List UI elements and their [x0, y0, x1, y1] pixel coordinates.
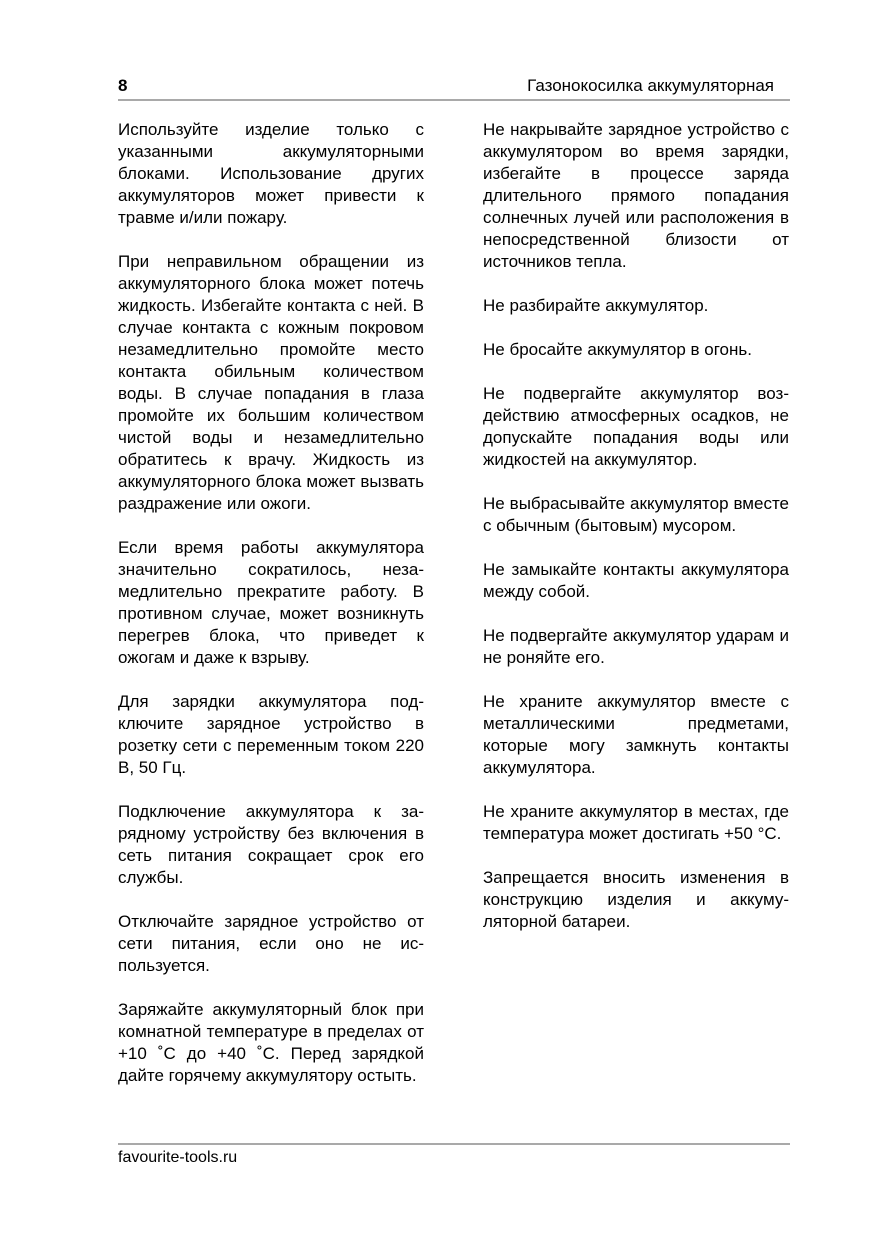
paragraph: Запрещается вносить изменения в конструкцию изделия и аккумуляторной батареи.: [483, 868, 789, 931]
paragraph: Не бросайте аккумулятор в огонь.: [483, 340, 752, 359]
paragraph: Если время работы аккумулятора значительно сократилось, незамедлительно прекратите работу. В противном случае, может возникнуть перегрев блока, что приведет к ожогам и даже к взрыву.: [118, 538, 424, 667]
paragraph: Подключение аккумулятора к зарядному устройству без включения в сеть питания сокращает срок его службы.: [118, 802, 424, 887]
header-divider: [118, 99, 790, 101]
paragraph: Не накрывайте зарядное устройство с аккумулятором во время зарядки, избегайте в процессе заряда длительного прямого попадания солнечных лучей или расположения в непосредственной близости от источников тепла.: [483, 120, 789, 271]
paragraph: Отключайте зарядное устройство от сети питания, если оно не используется.: [118, 912, 424, 975]
right-column: [483, 119, 789, 955]
footer-site-link[interactable]: favourite-tools.ru: [118, 1149, 238, 1166]
paragraph: Не подвергайте аккумулятор ударам и не роняйте его.: [483, 626, 789, 667]
paragraph: Для зарядки аккумулятора подключите зарядное устройство в розетку сети с переменным током 220 В, 50 Гц.: [118, 692, 424, 777]
document-title: Газонокосилка аккумуляторная: [527, 76, 774, 95]
paragraph: Используйте изделие только с указанными аккумуляторными блоками. Использование других аккумуляторов может привести к травме и/или пожару.: [118, 120, 424, 227]
page-number: 8: [118, 76, 128, 95]
paragraph: Заряжайте аккумуляторный блок при комнатной температуре в пределах от +10 ˚С до +40 ˚С. Перед зарядкой дайте горячему аккумулятору остыть.: [118, 1000, 424, 1085]
paragraph: Не замыкайте контакты аккумулятора между собой.: [483, 560, 789, 601]
paragraph: Не разбирайте аккумулятор.: [483, 296, 709, 315]
paragraph: Не храните аккумулятор в местах, где температура может достигать +50 °С.: [483, 802, 789, 843]
page-header: [118, 72, 788, 98]
left-column: [118, 119, 424, 1109]
footer-divider: [118, 1143, 790, 1145]
paragraph: Не выбрасывайте аккумулятор вместе с обычным (бытовым) мусором.: [483, 494, 789, 535]
paragraph: При неправильном обращении из аккумуляторного блока может потечь жидкость. Избегайте контакта с ней. В случае контакта с кожным покровом незамедлительно промойте место контакта обильным количеством воды. В случае попадания в глаза промойте их большим количеством чистой воды и незамедлительно обратитесь к врачу. Жидкость из аккумуляторного блока может вызвать раздражение или ожоги.: [118, 252, 424, 513]
paragraph: Не храните аккумулятор вместе с металлическими предметами, которые могу замкнуть контакты аккумулятора.: [483, 692, 789, 777]
paragraph: Не подвергайте аккумулятор воздействию атмосферных осадков, не допускайте попадания воды или жидкостей на аккумулятор.: [483, 384, 789, 469]
